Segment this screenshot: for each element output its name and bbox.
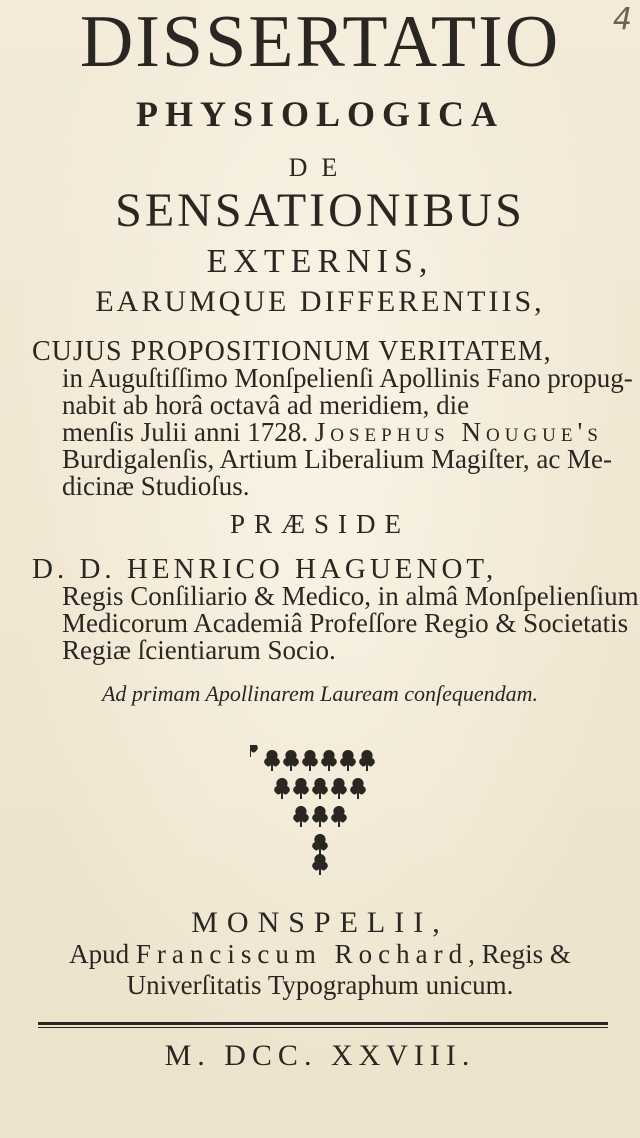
praeses-line-2: Regis Conſiliario & Medico, in almâ Monſpelienſium [62, 581, 639, 611]
imprint-typographer-line: Univerſitatis Typographum unicum. [126, 970, 514, 1000]
thesis-line-3: nabit ab horâ octavâ ad meridiem, die [62, 390, 470, 420]
praeses-name: D. D. HENRICO HAGUENOT, [32, 553, 498, 585]
thesis-paragraph [32, 336, 633, 501]
double-rule-divider [38, 1022, 608, 1029]
imprint-city: MONSPELII, [191, 906, 449, 939]
praeside-heading: PRÆSIDE [229, 509, 411, 539]
author-name: Josephus Nougue's [314, 417, 603, 447]
title-de: DE [288, 153, 352, 182]
thesis-line-2: in Auguſtiſſimo Monſpelienſi Apollinis Fano propug- [62, 363, 633, 393]
purpose-line: Ad primam Apollinarem Lauream conſequendam. [101, 681, 539, 706]
praeside-paragraph [32, 553, 639, 665]
thesis-line-4 [62, 419, 628, 446]
fleuron-ornament-icon [250, 745, 390, 885]
thesis-line-1: CUJUS PROPOSITIONUM VERITATEM, [32, 336, 552, 367]
fleuron-group [250, 745, 258, 757]
praeses-line-3: Medicorum Academiâ Profeſſore Regio & Societatis [62, 608, 629, 638]
title-externis: EXTERNIS, [206, 243, 434, 280]
imprint-apud-rest: , Regis & [468, 939, 571, 969]
printer-name: Franciscum Rochard [135, 939, 469, 969]
title-sensationibus: SENSATIONIBUS [115, 184, 525, 237]
rule-thin [38, 1027, 608, 1028]
thesis-date: menſis Julii anni 1728. [62, 417, 315, 447]
manuscript-mark: 4 [612, 2, 632, 37]
title-physiologica: PHYSIOLOGICA [135, 94, 505, 134]
thesis-line-6: dicinæ Studioſus. [62, 471, 250, 501]
thesis-line-5: Burdigalenſis, Artium Liberalium Magiſter, ac Me- [62, 444, 613, 474]
imprint-printer-line [0, 940, 640, 968]
praeses-line-4: Regiæ ſcientiarum Socio. [62, 635, 336, 665]
title-dissertatio: DISSERTATIO [79, 1, 561, 83]
rule-thick [38, 1022, 608, 1025]
imprint-year: M. DCC. XXVIII. [164, 1039, 476, 1072]
title-earumque: EARUMQUE DIFFERENTIIS, [95, 285, 545, 318]
imprint-apud: Apud [69, 939, 130, 969]
